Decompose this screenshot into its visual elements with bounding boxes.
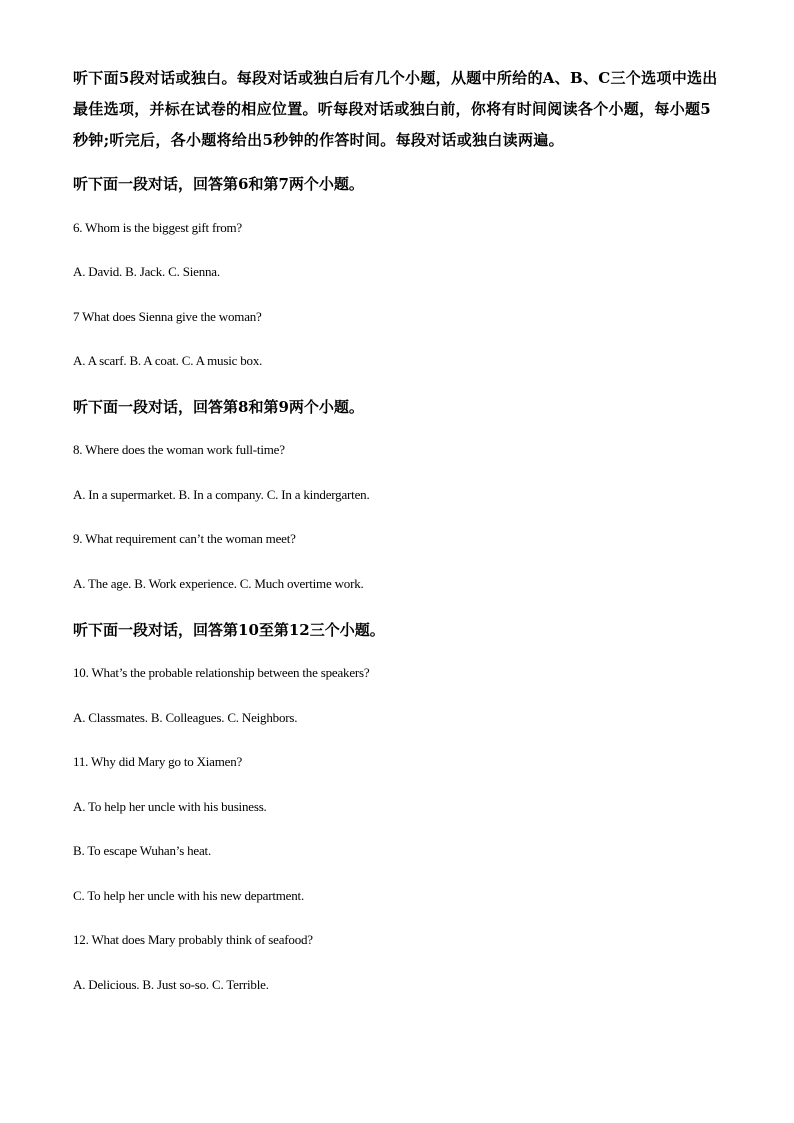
section-heading-1: 听下面一段对话，回答第6和第7两个小题。 bbox=[73, 175, 364, 193]
question-10: 10. What’s the probable relationship between the speakers? bbox=[73, 665, 370, 680]
section-heading-3: 听下面一段对话，回答第10至第12三个小题。 bbox=[73, 621, 385, 639]
section-heading-2: 听下面一段对话，回答第8和第9两个小题。 bbox=[73, 398, 364, 416]
options-12: A. Delicious. B. Just so-so. C. Terrible. bbox=[73, 977, 269, 992]
question-8: 8. Where does the woman work full-time? bbox=[73, 442, 285, 457]
options-10: A. Classmates. B. Colleagues. C. Neighbors. bbox=[73, 710, 298, 725]
question-7: 7 What does Sienna give the woman? bbox=[73, 309, 262, 324]
option-11-a: A. To help her uncle with his business. bbox=[73, 799, 267, 814]
option-11-b: B. To escape Wuhan’s heat. bbox=[73, 843, 212, 858]
options-8: A. In a supermarket. B. In a company. C. In a kindergarten. bbox=[73, 487, 370, 502]
question-9: 9. What requirement can’t the woman meet? bbox=[73, 531, 296, 546]
option-11-c: C. To help her uncle with his new department. bbox=[73, 888, 305, 903]
options-9: A. The age. B. Work experience. C. Much overtime work. bbox=[73, 576, 364, 591]
question-6: 6. Whom is the biggest gift from? bbox=[73, 220, 242, 235]
question-12: 12. What does Mary probably think of seafood? bbox=[73, 932, 313, 947]
question-11: 11. Why did Mary go to Xiamen? bbox=[73, 754, 243, 769]
options-7: A. A scarf. B. A coat. C. A music box. bbox=[73, 353, 263, 368]
options-6: A. David. B. Jack. C. Sienna. bbox=[73, 264, 220, 279]
listening-instructions: 听下面5段对话或独白。每段对话或独白后有几个小题，从题中所给的A、B、C三个选项中选出最佳选项，并标在试卷的相应位置。听每段对话或独白前，你将有时间阅读各个小题，每小题5秒钟;听完后，各小题将给出5秒钟的作答时间。每段对话或独白读两遍。 bbox=[73, 69, 718, 149]
